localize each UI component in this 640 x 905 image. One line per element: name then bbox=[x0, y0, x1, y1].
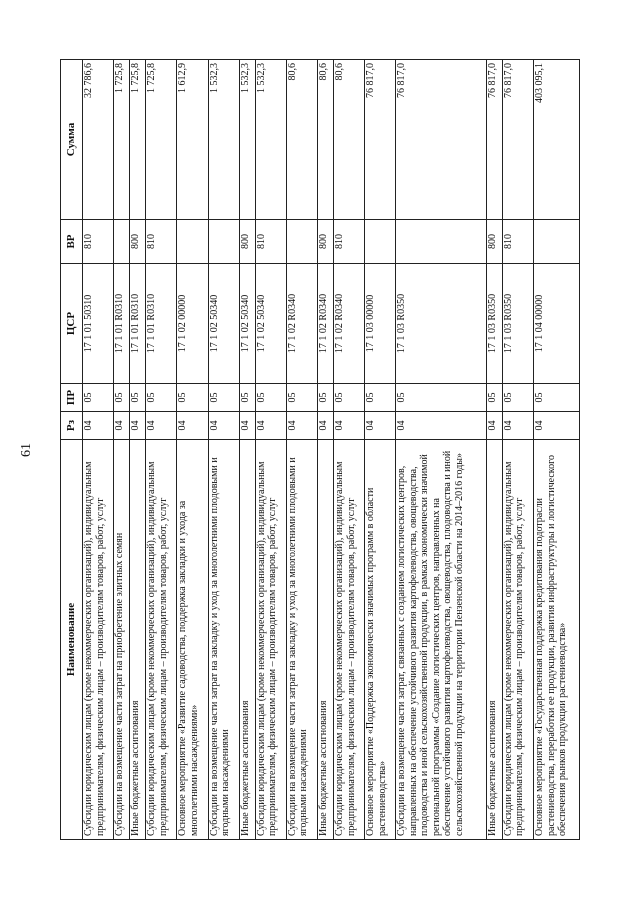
cell-pr: 05 bbox=[486, 384, 502, 412]
cell-rz: 04 bbox=[534, 412, 580, 440]
cell-name: Основное мероприятие «Развитие садоводства, поддержка закладки и ухода за многолетними насаждениями» bbox=[177, 440, 208, 840]
cell-name: Иные бюджетные ассигнования bbox=[486, 440, 502, 840]
table-row bbox=[502, 60, 533, 840]
cell-name: Субсидии на возмещение части затрат, связанных с созданием логистических центров, направленных на обеспечение устойчивого развития картофелеводства, овощеводства, плодоводства и иной сельскохозяйственной продукции, в рамках экономически значимой региональной программы «Создание логистических центров, направленных на обеспечение устойчивого развития картофелеводства, овощеводства, плодоводства и иной сельскохозяйственной продукции на территории Пензенской области на 2014–2016 годы» bbox=[396, 440, 487, 840]
cell-pr: 05 bbox=[130, 384, 146, 412]
cell-csr: 17 1 01 R0310 bbox=[114, 264, 130, 384]
cell-vr: 800 bbox=[130, 220, 146, 264]
cell-csr: 17 1 01 R0310 bbox=[146, 264, 177, 384]
cell-rz: 04 bbox=[317, 412, 333, 440]
cell-pr: 05 bbox=[208, 384, 239, 412]
cell-name: Субсидии на возмещение части затрат на приобретение элитных семян bbox=[114, 440, 130, 840]
cell-vr bbox=[114, 220, 130, 264]
cell-vr: 810 bbox=[502, 220, 533, 264]
cell-name: Основное мероприятие «Поддержка экономически значимых программ в области растениеводства» bbox=[365, 440, 396, 840]
table-row bbox=[486, 60, 502, 840]
cell-name: Субсидии юридическим лицам (кроме некоммерческих организаций), индивидуальным предпринимателям, физическим лицам – производителям товаров, работ, услуг bbox=[502, 440, 533, 840]
table-row bbox=[334, 60, 365, 840]
table-row bbox=[396, 60, 487, 840]
table-row bbox=[130, 60, 146, 840]
cell-name: Субсидии на возмещение части затрат на закладку и уход за многолетними плодовыми и ягодными насаждениями bbox=[286, 440, 317, 840]
cell-sum: 80,6 bbox=[317, 60, 333, 220]
cell-pr: 05 bbox=[286, 384, 317, 412]
cell-sum: 32 786,6 bbox=[83, 60, 114, 220]
header-sum: Сумма bbox=[61, 60, 83, 220]
cell-pr: 05 bbox=[502, 384, 533, 412]
cell-sum: 403 095,1 bbox=[534, 60, 580, 220]
budget-table-container bbox=[60, 60, 580, 840]
cell-rz: 04 bbox=[239, 412, 255, 440]
cell-name: Субсидии юридическим лицам (кроме некоммерческих организаций), индивидуальным предпринимателям, физическим лицам – производителям товаров, работ, услуг bbox=[255, 440, 286, 840]
table-row bbox=[177, 60, 208, 840]
cell-sum: 80,6 bbox=[286, 60, 317, 220]
cell-vr bbox=[534, 220, 580, 264]
table-row bbox=[534, 60, 580, 840]
cell-vr: 800 bbox=[486, 220, 502, 264]
table-body bbox=[83, 60, 580, 840]
cell-name: Субсидии юридическим лицам (кроме некоммерческих организаций), индивидуальным предпринимателям, физическим лицам – производителям товаров, работ, услуг bbox=[334, 440, 365, 840]
header-csr: ЦСР bbox=[61, 264, 83, 384]
cell-csr: 17 1 02 50340 bbox=[255, 264, 286, 384]
cell-pr: 05 bbox=[534, 384, 580, 412]
cell-csr: 17 1 03 00000 bbox=[365, 264, 396, 384]
cell-csr: 17 1 02 50340 bbox=[239, 264, 255, 384]
cell-vr: 800 bbox=[317, 220, 333, 264]
header-rz: Рз bbox=[61, 412, 83, 440]
cell-sum: 1 725,8 bbox=[114, 60, 130, 220]
cell-sum: 76 817,0 bbox=[396, 60, 487, 220]
cell-sum: 1 532,3 bbox=[255, 60, 286, 220]
cell-sum: 76 817,0 bbox=[502, 60, 533, 220]
cell-vr bbox=[208, 220, 239, 264]
cell-pr: 05 bbox=[239, 384, 255, 412]
cell-rz: 04 bbox=[146, 412, 177, 440]
table-row bbox=[114, 60, 130, 840]
cell-vr: 810 bbox=[255, 220, 286, 264]
cell-rz: 04 bbox=[486, 412, 502, 440]
table-row bbox=[146, 60, 177, 840]
header-vr: ВР bbox=[61, 220, 83, 264]
cell-rz: 04 bbox=[502, 412, 533, 440]
cell-csr: 17 1 03 R0350 bbox=[502, 264, 533, 384]
cell-sum: 80,6 bbox=[334, 60, 365, 220]
table-row bbox=[365, 60, 396, 840]
header-name: Наименование bbox=[61, 440, 83, 840]
cell-rz: 04 bbox=[83, 412, 114, 440]
cell-pr: 05 bbox=[255, 384, 286, 412]
cell-pr: 05 bbox=[83, 384, 114, 412]
cell-pr: 05 bbox=[317, 384, 333, 412]
cell-csr: 17 1 03 R0350 bbox=[396, 264, 487, 384]
cell-csr: 17 1 02 00000 bbox=[177, 264, 208, 384]
cell-pr: 05 bbox=[146, 384, 177, 412]
cell-sum: 76 817,0 bbox=[365, 60, 396, 220]
cell-pr: 05 bbox=[114, 384, 130, 412]
cell-rz: 04 bbox=[208, 412, 239, 440]
cell-vr: 810 bbox=[83, 220, 114, 264]
cell-vr: 810 bbox=[146, 220, 177, 264]
cell-name: Иные бюджетные ассигнования bbox=[130, 440, 146, 840]
table-row bbox=[239, 60, 255, 840]
cell-csr: 17 1 02 R0340 bbox=[334, 264, 365, 384]
cell-vr: 800 bbox=[239, 220, 255, 264]
table-row bbox=[83, 60, 114, 840]
cell-csr: 17 1 01 R0310 bbox=[130, 264, 146, 384]
cell-sum: 1 725,8 bbox=[130, 60, 146, 220]
cell-name: Субсидии юридическим лицам (кроме некоммерческих организаций), индивидуальным предпринимателям, физическим лицам – производителям товаров, работ, услуг bbox=[83, 440, 114, 840]
page-number: 61 bbox=[19, 443, 34, 457]
cell-name: Иные бюджетные ассигнования bbox=[317, 440, 333, 840]
cell-sum: 1 725,8 bbox=[146, 60, 177, 220]
cell-name: Субсидии на возмещение части затрат на закладку и уход за многолетними плодовыми и ягодными насаждениями bbox=[208, 440, 239, 840]
header-pr: ПР bbox=[61, 384, 83, 412]
cell-rz: 04 bbox=[177, 412, 208, 440]
cell-rz: 04 bbox=[334, 412, 365, 440]
cell-csr: 17 1 02 R0340 bbox=[286, 264, 317, 384]
cell-vr bbox=[365, 220, 396, 264]
table-row bbox=[255, 60, 286, 840]
table-row bbox=[208, 60, 239, 840]
budget-table bbox=[60, 59, 580, 840]
cell-rz: 04 bbox=[114, 412, 130, 440]
cell-rz: 04 bbox=[286, 412, 317, 440]
cell-sum: 76 817,0 bbox=[486, 60, 502, 220]
cell-sum: 1 612,9 bbox=[177, 60, 208, 220]
cell-sum: 1 532,3 bbox=[208, 60, 239, 220]
cell-pr: 05 bbox=[177, 384, 208, 412]
cell-pr: 05 bbox=[334, 384, 365, 412]
table-row bbox=[317, 60, 333, 840]
cell-rz: 04 bbox=[130, 412, 146, 440]
cell-vr bbox=[177, 220, 208, 264]
cell-vr: 810 bbox=[334, 220, 365, 264]
cell-rz: 04 bbox=[365, 412, 396, 440]
cell-csr: 17 1 04 00000 bbox=[534, 264, 580, 384]
cell-vr bbox=[286, 220, 317, 264]
cell-sum: 1 532,3 bbox=[239, 60, 255, 220]
table-row bbox=[286, 60, 317, 840]
cell-vr bbox=[396, 220, 487, 264]
cell-csr: 17 1 01 50310 bbox=[83, 264, 114, 384]
table-header-row bbox=[61, 60, 83, 840]
cell-name: Иные бюджетные ассигнования bbox=[239, 440, 255, 840]
cell-pr: 05 bbox=[396, 384, 487, 412]
cell-name: Субсидии юридическим лицам (кроме некоммерческих организаций), индивидуальным предпринимателям, физическим лицам – производителям товаров, работ, услуг bbox=[146, 440, 177, 840]
cell-pr: 05 bbox=[365, 384, 396, 412]
cell-name: Основное мероприятие «Государственная поддержка кредитования подотрасли растениеводства, переработки ее продукции, развития инфраструктуры и логистического обеспечения рынков продукции растениеводства» bbox=[534, 440, 580, 840]
cell-csr: 17 1 02 R0340 bbox=[317, 264, 333, 384]
cell-csr: 17 1 02 50340 bbox=[208, 264, 239, 384]
cell-rz: 04 bbox=[255, 412, 286, 440]
cell-csr: 17 1 03 R0350 bbox=[486, 264, 502, 384]
cell-rz: 04 bbox=[396, 412, 487, 440]
